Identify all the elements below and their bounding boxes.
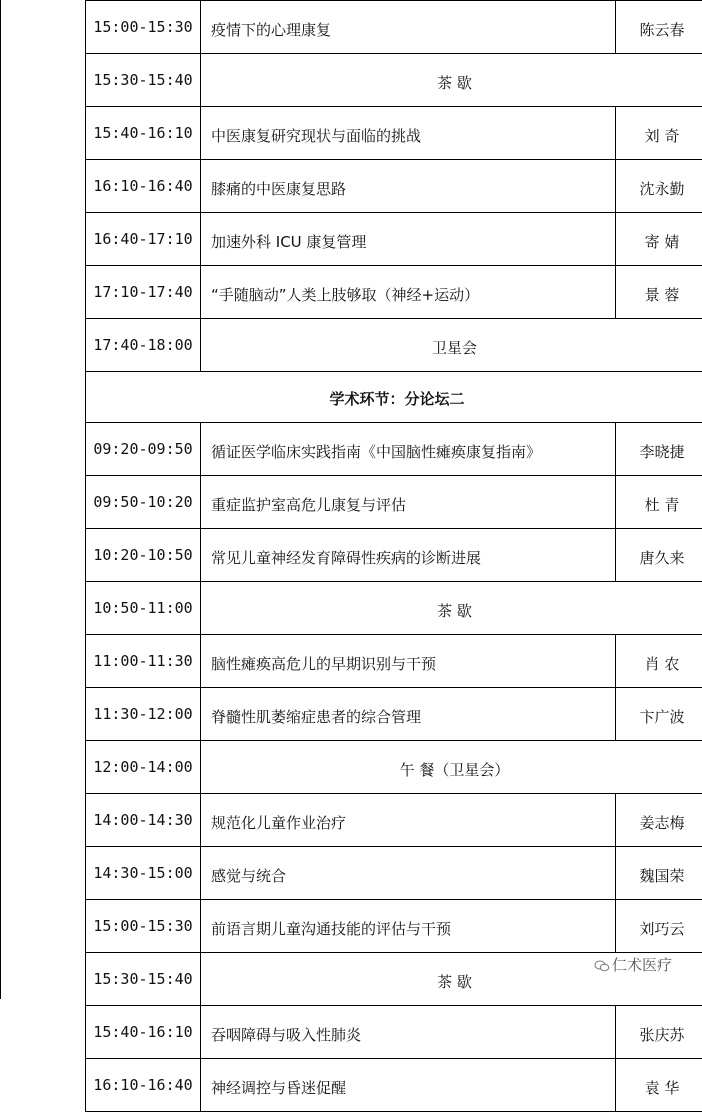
speaker-cell: 景 蓉 bbox=[616, 266, 702, 319]
time-cell: 09:20-09:50 bbox=[86, 423, 201, 476]
wechat-icon bbox=[594, 960, 610, 972]
time-cell: 17:10-17:40 bbox=[86, 266, 201, 319]
time-cell: 15:30-15:40 bbox=[86, 54, 201, 107]
speaker-cell: 卞广波 bbox=[616, 688, 702, 741]
topic-cell: 感觉与统合 bbox=[201, 847, 616, 900]
time-cell: 12:00-14:00 bbox=[86, 741, 201, 794]
topic-cell: 循证医学临床实践指南《中国脑性瘫痪康复指南》 bbox=[201, 423, 616, 476]
speaker-cell: 肖 农 bbox=[616, 635, 702, 688]
speaker-cell: 李晓捷 bbox=[616, 423, 702, 476]
time-cell: 15:00-15:30 bbox=[86, 1, 201, 54]
satellite-meeting-cell: 卫星会 bbox=[201, 319, 702, 372]
time-cell: 14:30-15:00 bbox=[86, 847, 201, 900]
table-row bbox=[86, 1, 702, 54]
table-row bbox=[86, 741, 702, 794]
speaker-cell: 袁 华 bbox=[616, 1059, 702, 1112]
speaker-cell: 寄 婧 bbox=[616, 213, 702, 266]
topic-cell: 规范化儿童作业治疗 bbox=[201, 794, 616, 847]
table-row bbox=[86, 266, 702, 319]
table-row bbox=[86, 54, 702, 107]
time-cell: 15:30-15:40 bbox=[86, 953, 201, 1006]
topic-cell: 前语言期儿童沟通技能的评估与干预 bbox=[201, 900, 616, 953]
table-row bbox=[86, 423, 702, 476]
time-cell: 16:10-16:40 bbox=[86, 160, 201, 213]
table-row bbox=[86, 529, 702, 582]
schedule-body bbox=[86, 1, 702, 1112]
page-left-border bbox=[0, 0, 1, 999]
topic-cell: 脊髓性肌萎缩症患者的综合管理 bbox=[201, 688, 616, 741]
time-cell: 14:00-14:30 bbox=[86, 794, 201, 847]
topic-cell: 神经调控与昏迷促醒 bbox=[201, 1059, 616, 1112]
speaker-cell: 沈永勤 bbox=[616, 160, 702, 213]
speaker-cell: 张庆苏 bbox=[616, 1006, 702, 1059]
time-cell: 10:20-10:50 bbox=[86, 529, 201, 582]
topic-cell: 吞咽障碍与吸入性肺炎 bbox=[201, 1006, 616, 1059]
time-cell: 16:40-17:10 bbox=[86, 213, 201, 266]
topic-cell: 重症监护室高危儿康复与评估 bbox=[201, 476, 616, 529]
speaker-cell: 刘 奇 bbox=[616, 107, 702, 160]
speaker-cell: 陈云春 bbox=[616, 1, 702, 54]
topic-cell: 常见儿童神经发育障碍性疾病的诊断进展 bbox=[201, 529, 616, 582]
table-row bbox=[86, 635, 702, 688]
speaker-cell: 姜志梅 bbox=[616, 794, 702, 847]
table-row bbox=[86, 476, 702, 529]
section-title: 学术环节：分论坛二 bbox=[86, 372, 702, 423]
table-row bbox=[86, 1006, 702, 1059]
time-cell: 10:50-11:00 bbox=[86, 582, 201, 635]
time-cell: 17:40-18:00 bbox=[86, 319, 201, 372]
time-cell: 16:10-16:40 bbox=[86, 1059, 201, 1112]
speaker-cell: 杜 青 bbox=[616, 476, 702, 529]
table-row bbox=[86, 847, 702, 900]
schedule-table bbox=[85, 0, 702, 1112]
time-cell: 15:00-15:30 bbox=[86, 900, 201, 953]
speaker-cell: 唐久来 bbox=[616, 529, 702, 582]
table-row bbox=[86, 160, 702, 213]
break-cell: 茶 歇 bbox=[201, 953, 702, 1006]
speaker-cell: 魏国荣 bbox=[616, 847, 702, 900]
table-row bbox=[86, 900, 702, 953]
table-row bbox=[86, 582, 702, 635]
topic-cell: “手随脑动”人类上肢够取（神经+运动） bbox=[201, 266, 616, 319]
topic-cell: 脑性瘫痪高危儿的早期识别与干预 bbox=[201, 635, 616, 688]
table-row bbox=[86, 213, 702, 266]
speaker-cell: 刘巧云 bbox=[616, 900, 702, 953]
topic-cell: 中医康复研究现状与面临的挑战 bbox=[201, 107, 616, 160]
break-cell: 茶 歇 bbox=[201, 54, 702, 107]
topic-cell: 膝痛的中医康复思路 bbox=[201, 160, 616, 213]
break-cell: 茶 歇 bbox=[201, 582, 702, 635]
time-cell: 15:40-16:10 bbox=[86, 107, 201, 160]
watermark-text: 仁术医疗 bbox=[612, 956, 672, 974]
time-cell: 11:30-12:00 bbox=[86, 688, 201, 741]
section-header-row bbox=[86, 372, 702, 423]
table-row bbox=[86, 319, 702, 372]
table-row bbox=[86, 688, 702, 741]
time-cell: 15:40-16:10 bbox=[86, 1006, 201, 1059]
time-cell: 11:00-11:30 bbox=[86, 635, 201, 688]
wechat-watermark bbox=[592, 956, 674, 974]
topic-cell: 疫情下的心理康复 bbox=[201, 1, 616, 54]
table-row bbox=[86, 794, 702, 847]
topic-cell: 加速外科 ICU 康复管理 bbox=[201, 213, 616, 266]
table-row bbox=[86, 107, 702, 160]
lunch-cell: 午 餐（卫星会） bbox=[201, 741, 702, 794]
table-row bbox=[86, 1059, 702, 1112]
time-cell: 09:50-10:20 bbox=[86, 476, 201, 529]
